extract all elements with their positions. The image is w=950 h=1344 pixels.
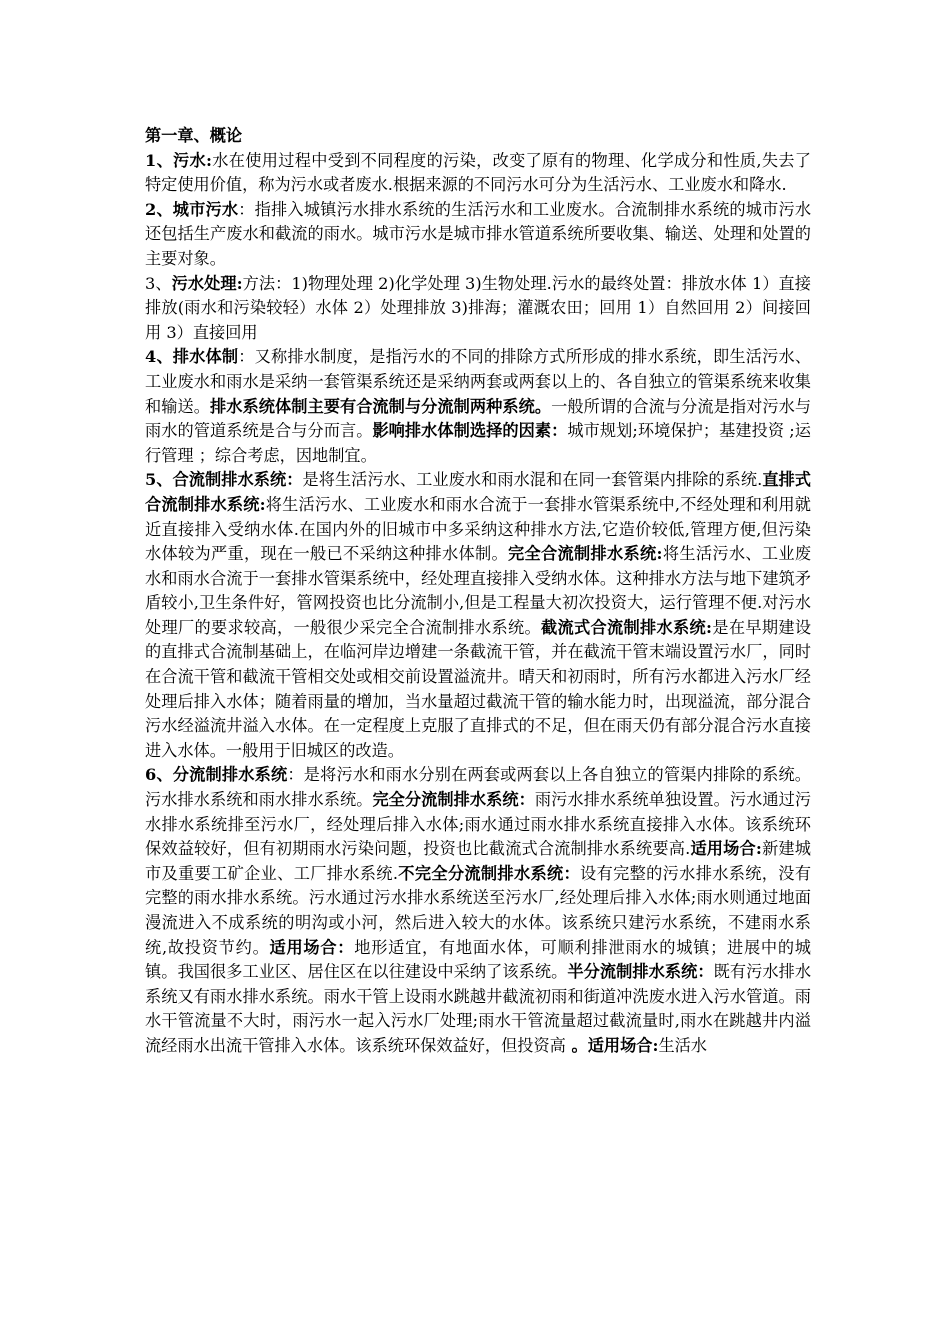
chapter-title: 第一章、概论 xyxy=(145,126,243,145)
body-text: 将生活污水、工业废水和雨水合流于一套排水管渠系统中,不经处理和利用就近直接排入受纳水体.在国内外的旧城市中多采纳这种排水方法,它造价较低,管理方便,但污染水体较为严重，现在一般已不采纳这种排水体制。 xyxy=(145,494,811,564)
body-text: 是将生活污水、工业废水和雨水混和在同一套管渠内排除的系统. xyxy=(302,470,763,490)
paragraph-list xyxy=(145,149,811,1059)
body-text: ：是将污水和雨水分别在两套或两套以上各自独立的管渠内排除的系统。污水排水系统和雨水排水系统。 xyxy=(145,765,811,810)
body-text: 新建城市及重要工矿企业、工厂排水系统. xyxy=(145,839,811,883)
body-text: 生活水 xyxy=(658,1035,707,1055)
bold-term: 6、分流制排水系统 xyxy=(145,765,288,785)
bold-term: 影响排水体制选择的因素： xyxy=(372,421,568,441)
bold-term: 1、污水: xyxy=(145,150,212,170)
bold-term: 直排式合流制排水系统: xyxy=(145,470,811,514)
bold-term: 不完全分流制排水系统： xyxy=(397,863,581,883)
bold-term: 适用场合： xyxy=(269,937,355,957)
bold-term: 4、排水体制 xyxy=(145,347,239,367)
body-text: 3、 xyxy=(145,273,172,293)
paragraph xyxy=(145,763,811,1058)
body-text: 地形适宜，有地面水体，可顺利排泄雨水的城镇；进展中的城镇。我国很多工业区、居住区在以往建设中采纳了该系统。 xyxy=(145,937,811,982)
body-text: 将生活污水、工业废水和雨水合流于一套排水管渠系统中，经处理直接排入受纳水体。这种排水方法与地下建筑矛盾较小,卫生条件好，管网投资也比分流制小,但是工程量大初次投资大，运行管理不便.对污水处理厂的要求较高，一般很少采完全合流制排水系统。 xyxy=(145,544,812,637)
body-text: 既有污水排水系统又有雨水排水系统。雨水干管上设雨水跳越井截流初雨和街道冲洗废水进入污水管道。雨水干管流量不大时，雨污水一起入污水厂处理;雨水干管流量超过截流量时,雨水在跳越井内溢流经雨水出流干管排入水体。该系统环保效益好，但投资高 xyxy=(145,962,812,1055)
document-body xyxy=(145,124,811,1059)
bold-term: 适用场合: xyxy=(690,839,762,859)
body-text: 是在早期建设的直排式合流制基础上，在临河岸边增建一条截流干管，并在截流干管末端设置污水厂，同时在合流干管和截流干管相交处或相交前设置溢流井。晴天和初雨时，所有污水都进入污水厂经处理后排入水体；随着雨量的增加，当水量超过截流干管的输水能力时，出现溢流，部分混合污水经溢流井溢入水体。在一定程度上克服了直排式的不足，但在雨天仍有部分混合污水直接进入水体。一般用于旧城区的改造。 xyxy=(145,617,812,760)
bold-term: 污水处理: xyxy=(171,273,243,293)
bold-term: 2、城市污水 xyxy=(145,199,239,219)
bold-term: 半分流制排水系统： xyxy=(567,962,714,982)
paragraph xyxy=(145,468,811,763)
body-text: ：指排入城镇污水排水系统的生活污水和工业废水。合流制排水系统的城市污水还包括生产废水和截流的雨水。城市污水是城市排水管道系统所要收集、输送、处理和处置的主要对象。 xyxy=(145,199,812,268)
bold-term: 截流式合流制排水系统: xyxy=(541,617,712,637)
paragraph xyxy=(145,198,811,272)
body-text: 水在使用过程中受到不同程度的污染，改变了原有的物理、化学成分和性质,失去了特定使用价值，称为污水或者废水.根据来源的不同污水可分为生活污水、工业废水和降水. xyxy=(145,150,811,195)
body-text: 设有完整的污水排水系统，没有完整的雨水排水系统。污水通过污水排水系统送至污水厂,经处理后排入水体;雨水则通过地面漫流进入不成系统的明沟或小河，然后进入较大的水体。该系统只建污水系统，不建雨水系统,故投资节约。 xyxy=(145,863,812,957)
body-text: 方法：1)物理处理 2)化学处理 3)生物处理.污水的最终处置：排放水体 1）直接排放(雨水和污染较轻）水体 2）处理排放 3)排海；灌溉农田；回用 1）自然回用 2）间接回用 3）直接回用 xyxy=(145,273,811,342)
bold-term: 排水系统体制主要有合流制与分流制两种系统。 xyxy=(209,396,552,416)
paragraph xyxy=(145,149,811,198)
body-text: 一般所谓的合流与分流是指对污水与雨水的管道系统是合与分而言。 xyxy=(145,396,812,441)
bold-term: 完全合流制排水系统: xyxy=(508,544,663,564)
bold-term: 。适用场合: xyxy=(565,1035,659,1055)
bold-term: 完全分流制排水系统： xyxy=(372,790,535,810)
paragraph xyxy=(145,345,811,468)
bold-term: 5、合流制排水系统： xyxy=(145,470,303,490)
body-text: 城市规划;环境保护；基建投资 ;运行管理 ；综合考虑，因地制宜。 xyxy=(145,421,811,465)
body-text: ：又称排水制度，是指污水的不同的排除方式所形成的排水系统，即生活污水、工业废水和雨水是采纳一套管渠系统还是采纳两套或两套以上的、各自独立的管渠系统来收集和输送。 xyxy=(145,347,812,416)
paragraph xyxy=(145,272,811,346)
body-text: 雨污水排水系统单独设置。污水通过污水排水系统排至污水厂，经处理后排入水体;雨水通过雨水排水系统直接排入水体。该系统环保效益较好，但有初期雨水污染问题，投资也比截流式合流制排水系统要高. xyxy=(145,790,812,859)
